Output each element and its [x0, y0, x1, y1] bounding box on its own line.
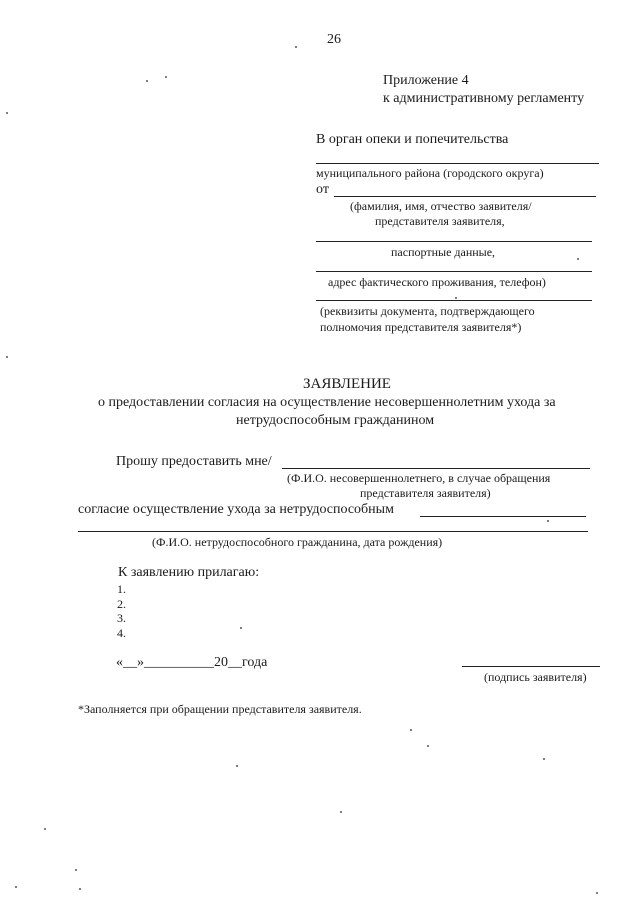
- scan-speck: [547, 520, 549, 522]
- scan-speck: [295, 46, 297, 48]
- applicant-caption-2: представителя заявителя,: [375, 214, 505, 228]
- appendix-subtitle: к административному регламенту: [383, 91, 585, 106]
- document-subtitle-1: о предоставлении согласия на осуществление несовершеннолетним ухода за: [98, 395, 556, 410]
- footnote: *Заполняется при обращении представителя заявителя.: [78, 702, 362, 716]
- district-underline: [316, 163, 599, 164]
- scan-speck: [6, 112, 8, 114]
- scan-speck: [340, 811, 342, 813]
- scan-speck: [410, 729, 412, 731]
- scan-speck: [455, 297, 457, 299]
- district-caption: муниципального района (городского округа): [316, 166, 544, 180]
- credentials-caption-1: (реквизиты документа, подтверждающего: [320, 304, 535, 318]
- credentials-caption-2: полномочия представителя заявителя*): [320, 320, 522, 334]
- disabled-caption: (Ф.И.О. нетрудоспособного гражданина, дата рождения): [152, 535, 443, 549]
- scan-speck: [44, 828, 46, 830]
- address-underline: [316, 271, 592, 272]
- from-underline: [334, 196, 596, 197]
- appendix-title: Приложение 4: [383, 73, 469, 88]
- document-subtitle-2: нетрудоспособным гражданином: [236, 413, 435, 428]
- scan-speck: [543, 758, 545, 760]
- consent-underline: [420, 516, 586, 517]
- minor-caption-2: представителя заявителя): [360, 486, 491, 500]
- date-line: «__»__________20__года: [116, 655, 268, 670]
- passport-underline: [316, 241, 592, 242]
- scan-speck: [75, 869, 77, 871]
- scan-speck: [240, 627, 242, 629]
- scan-speck: [6, 356, 8, 358]
- scan-speck: [236, 765, 238, 767]
- scan-speck: [165, 76, 167, 78]
- document-heading: ЗАЯВЛЕНИЕ: [303, 376, 391, 392]
- addressee-to-line: В орган опеки и попечительства: [316, 132, 509, 147]
- attachment-item: 3.: [117, 611, 126, 625]
- scan-speck: [15, 886, 17, 888]
- address-caption: адрес фактического проживания, телефон): [328, 275, 546, 289]
- scan-speck: [596, 892, 598, 894]
- scan-speck: [79, 888, 81, 890]
- disabled-name-underline: [78, 531, 588, 532]
- attachments-label: К заявлению прилагаю:: [118, 565, 260, 580]
- attachment-item: 1.: [117, 582, 126, 596]
- scan-speck: [577, 258, 579, 260]
- scan-speck: [146, 80, 148, 82]
- signature-caption: (подпись заявителя): [484, 670, 587, 684]
- minor-name-underline: [282, 468, 590, 469]
- request-label: Прошу предоставить мне/: [116, 454, 272, 469]
- minor-caption-1: (Ф.И.О. несовершеннолетнего, в случае обращения: [287, 471, 551, 485]
- from-label: от: [316, 182, 329, 197]
- signature-underline: [462, 666, 600, 667]
- scan-speck: [427, 745, 429, 747]
- passport-caption: паспортные данные,: [391, 245, 496, 259]
- attachment-item: 4.: [117, 626, 126, 640]
- attachment-item: 2.: [117, 597, 126, 611]
- consent-label: согласие осуществление ухода за нетрудоспособным: [78, 502, 394, 517]
- page-number: 26: [327, 32, 341, 47]
- applicant-caption-1: (фамилия, имя, отчество заявителя/: [350, 199, 532, 213]
- credentials-underline: [316, 300, 592, 301]
